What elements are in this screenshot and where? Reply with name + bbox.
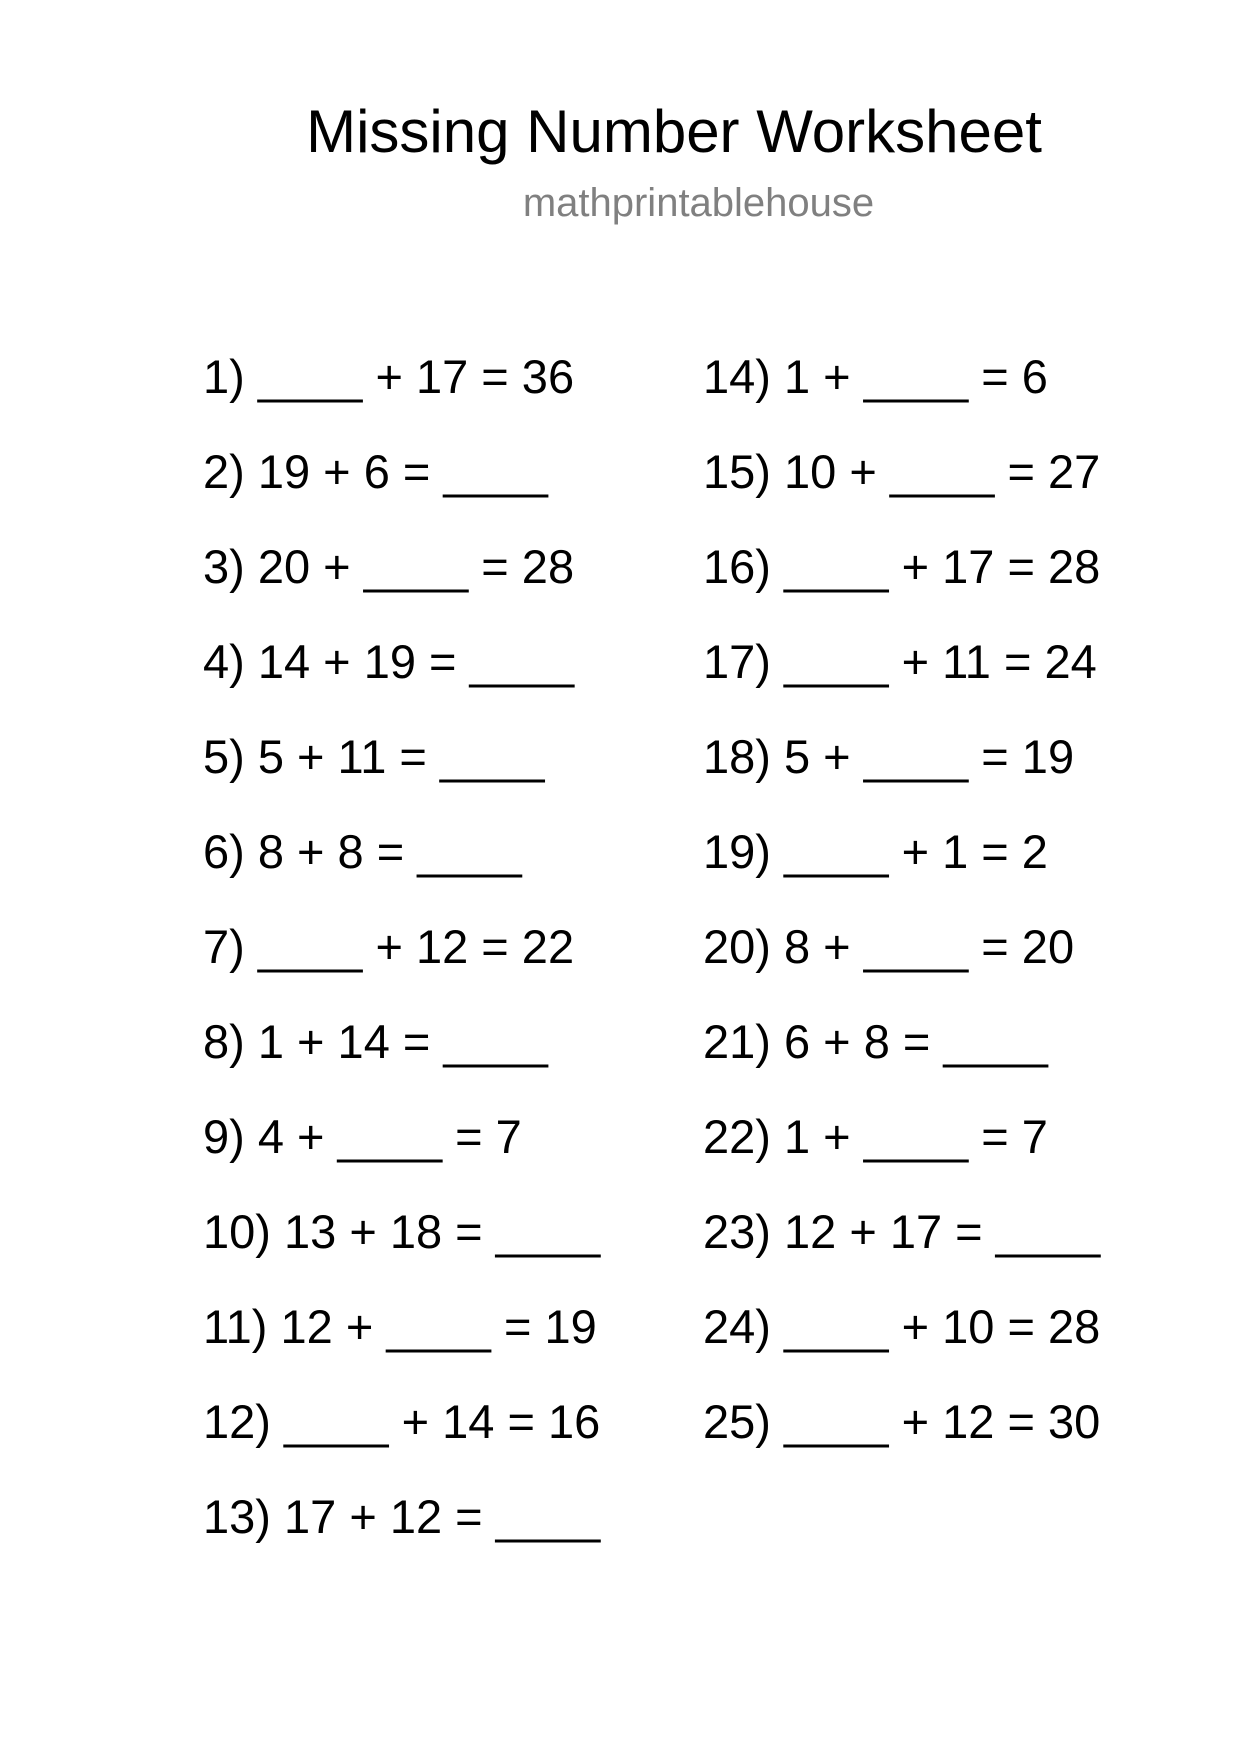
problem-4: 4) 14 + 19 = ____ xyxy=(203,635,575,688)
problem-7: 7) ____ + 12 = 22 xyxy=(203,920,575,973)
problem-15: 15) 10 + ____ = 27 xyxy=(703,445,1101,498)
worksheet-title: Missing Number Worksheet xyxy=(306,98,1042,165)
problem-19: 19) ____ + 1 = 2 xyxy=(703,825,1048,878)
problem-24: 24) ____ + 10 = 28 xyxy=(703,1300,1101,1353)
problem-18: 18) 5 + ____ = 19 xyxy=(703,730,1075,783)
problem-11: 11) 12 + ____ = 19 xyxy=(203,1300,597,1353)
worksheet-subtitle: mathprintablehouse xyxy=(522,181,875,225)
problem-16: 16) ____ + 17 = 28 xyxy=(703,540,1101,593)
problem-1: 1) ____ + 17 = 36 xyxy=(203,350,575,403)
problem-21: 21) 6 + 8 = ____ xyxy=(703,1015,1048,1068)
problem-20: 20) 8 + ____ = 20 xyxy=(703,920,1075,973)
problem-10: 10) 13 + 18 = ____ xyxy=(203,1205,601,1258)
problem-13: 13) 17 + 12 = ____ xyxy=(203,1490,601,1543)
problem-6: 6) 8 + 8 = ____ xyxy=(203,825,522,878)
problem-25: 25) ____ + 12 = 30 xyxy=(703,1395,1101,1448)
problem-22: 22) 1 + ____ = 7 xyxy=(703,1110,1048,1163)
problem-23: 23) 12 + 17 = ____ xyxy=(703,1205,1101,1258)
problem-9: 9) 4 + ____ = 7 xyxy=(203,1110,522,1163)
problem-5: 5) 5 + 11 = ____ xyxy=(203,730,545,783)
problem-14: 14) 1 + ____ = 6 xyxy=(703,350,1048,403)
problem-2: 2) 19 + 6 = ____ xyxy=(203,445,548,498)
problem-17: 17) ____ + 11 = 24 xyxy=(703,635,1097,688)
problem-12: 12) ____ + 14 = 16 xyxy=(203,1395,601,1448)
problem-8: 8) 1 + 14 = ____ xyxy=(203,1015,548,1068)
problem-3: 3) 20 + ____ = 28 xyxy=(203,540,575,593)
